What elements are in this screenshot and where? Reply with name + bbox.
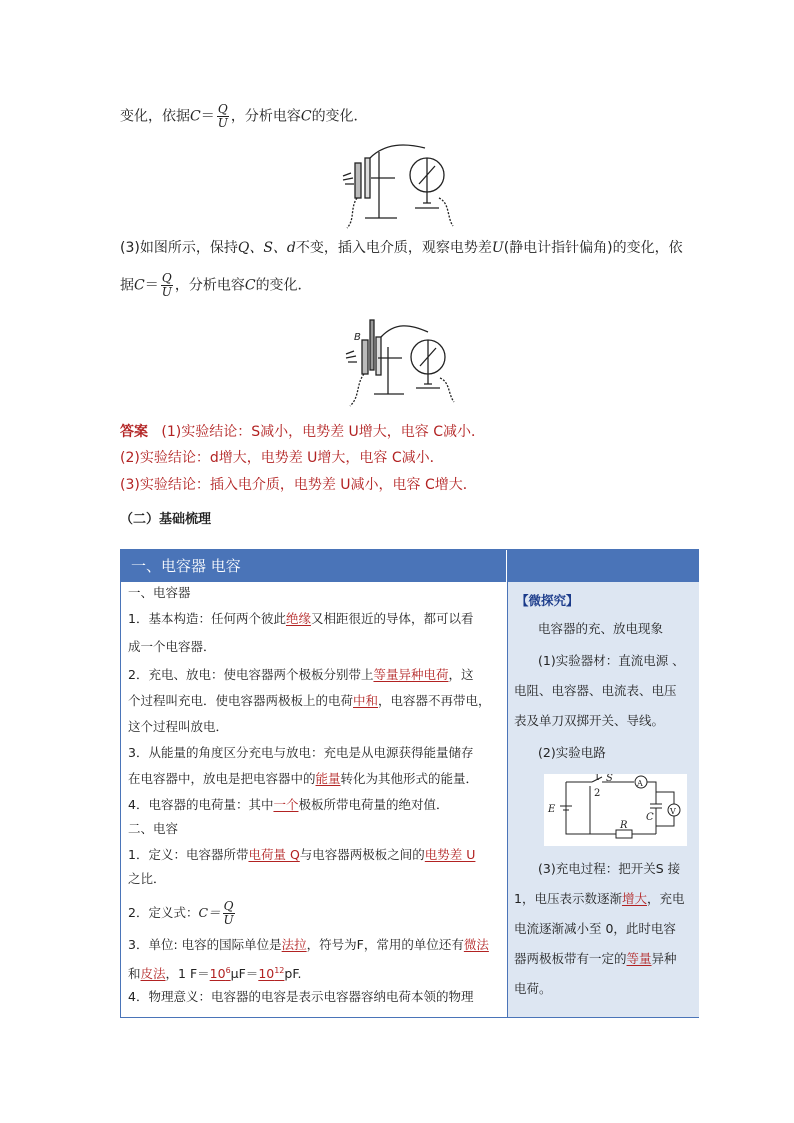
text-line-3b — [120, 272, 312, 299]
text: (3)如图所示，保持 — [120, 240, 238, 256]
text: 的变化． — [255, 277, 312, 294]
para-2b: 个过程叫充电．使电容器两极板上的电荷中和，电容器不再带电， — [128, 693, 491, 708]
answer-blank: 一个 — [273, 797, 299, 812]
box-header-right — [507, 550, 698, 582]
def-1b: 之比． — [128, 871, 166, 886]
answer-blank: 电荷量 Q — [248, 847, 300, 862]
text-line-3a — [120, 238, 683, 258]
var-c: C — [244, 277, 256, 294]
figure-electrometer-1 — [335, 138, 460, 230]
svg-text:1: 1 — [594, 774, 601, 783]
box-header: 一、电容器 电容 — [121, 550, 506, 582]
answer-text: (1)实验结论：S减小，电势差 U增大，电容 C减小． — [161, 424, 485, 440]
text: 据 — [120, 277, 134, 294]
micro-line: 器两极板带有一定的等量异种 — [514, 951, 677, 966]
micro-line: (2)实验电路 — [538, 745, 606, 760]
answer-blank: 绝缘 — [285, 611, 311, 626]
answer-text: (3)实验结论：插入电介质，电势差 U减小，电容 C增大． — [120, 477, 477, 493]
section-title: （二）基础梳理 — [120, 512, 212, 527]
para-1b: 成一个电容器． — [128, 639, 216, 654]
svg-text:E: E — [548, 804, 556, 815]
svg-text:V: V — [670, 807, 676, 816]
text: (静电计指针偏角)的变化，依 — [503, 240, 683, 256]
text: 的变化． — [311, 108, 368, 125]
svg-text:2: 2 — [594, 788, 601, 799]
answer-blank: 电势差 U — [424, 847, 476, 862]
fraction-q-u: $\frac{Q}{U}$ — [217, 102, 228, 130]
svg-text:R: R — [620, 820, 628, 831]
micro-line: 电流逐渐减小至 0，此时电容 — [514, 921, 676, 936]
micro-subtitle: 电容器的充、放电现象 — [538, 621, 664, 636]
figure-electrometer-2 — [340, 312, 460, 409]
eq-sign: ＝ — [200, 108, 215, 125]
svg-text:S: S — [606, 774, 613, 784]
eq-sign: ＝ — [144, 277, 159, 294]
def-3b: 和皮法，1 $F=10^6\mu F=10^{12}pF$. — [128, 966, 302, 982]
answer-blank: 能量 — [315, 771, 341, 786]
def-4: 4．物理意义：电容器的电容是表示电容器容纳电荷本领的物理 — [128, 989, 474, 1004]
answer-label: 答案 — [120, 424, 148, 440]
answer-blank: 等量 — [626, 951, 652, 966]
para-4: 4．电容器的电荷量：其中一个极板所带电荷量的绝对值． — [128, 797, 449, 812]
answer-blank: 等量异种电荷 — [373, 667, 449, 682]
def-3: 3．单位: 电容的国际单位是法拉，符号为F，常用的单位还有微法 — [128, 937, 489, 952]
var-c: C — [190, 108, 201, 125]
answer-1 — [120, 422, 485, 442]
svg-text:B: B — [354, 332, 361, 343]
answer-text: (2)实验结论：d增大，电势差 U增大，电容 C减小． — [120, 450, 444, 466]
micro-line: 1，电压表示数逐渐增大，充电 — [514, 891, 685, 906]
answer-blank: 法拉 — [281, 937, 307, 952]
var-u: U — [491, 240, 504, 256]
text: 变化，依据 — [120, 108, 190, 125]
right-column — [507, 582, 699, 1017]
text: ，分析电容 — [230, 108, 301, 125]
answer-blank: 微法 — [463, 937, 489, 952]
micro-line: 电荷。 — [514, 981, 552, 996]
var-c: C — [134, 277, 145, 294]
vars: Q、S、d — [237, 240, 296, 256]
heading-capacitance: 二、电容 — [128, 821, 179, 836]
text: ，分析电容 — [174, 277, 245, 294]
para-3: 3．从能量的角度区分充电与放电：充电是从电源获得能量储存 — [128, 745, 474, 760]
para-1: 1．基本构造：任何两个彼此绝缘又相距很近的导体，都可以看 — [128, 611, 474, 626]
svg-text:A: A — [637, 779, 643, 788]
micro-line: (1)实验器材：直流电源 、 — [538, 653, 685, 668]
text-line-1 — [120, 103, 368, 130]
micro-line: 电阻、电容器、电流表、电压 — [514, 683, 677, 698]
fraction-q-u: $\frac{Q}{U}$ — [223, 899, 234, 927]
para-3b: 在电容器中，放电是把电容器中的能量转化为其他形式的能量． — [128, 771, 479, 786]
text: 不变，插入电介质，观察电势差 — [295, 240, 492, 256]
answer-3 — [120, 475, 477, 495]
left-column — [121, 582, 506, 1017]
def-1: 1．定义：电容器所带电荷量 Q与电容器两极板之间的电势差 U — [128, 847, 476, 862]
para-2: 2．充电、放电：使电容器两个极板分别带上等量异种电荷，这 — [128, 667, 474, 682]
para-2c: 这个过程叫放电． — [128, 719, 229, 734]
circuit-diagram — [544, 774, 687, 846]
micro-line: 表及单刀双掷开关、导线。 — [514, 713, 665, 728]
knowledge-box — [120, 549, 699, 1018]
heading-capacitor: 一、电容器 — [128, 585, 191, 600]
answer-blank: 皮法 — [140, 966, 166, 982]
fraction-q-u: $\frac{Q}{U}$ — [161, 271, 172, 299]
micro-line: (3)充电过程：把开关S 接 — [538, 861, 681, 876]
answer-2 — [120, 448, 444, 468]
var-c: C — [300, 108, 312, 125]
answer-blank: 中和 — [353, 693, 379, 708]
svg-text:C: C — [646, 812, 654, 823]
def-2: 2．定义式：C＝ $\frac{Q}{U}$ — [128, 899, 234, 927]
micro-explore-title: 【微探究】 — [516, 593, 579, 608]
answer-blank: 增大 — [621, 891, 647, 906]
